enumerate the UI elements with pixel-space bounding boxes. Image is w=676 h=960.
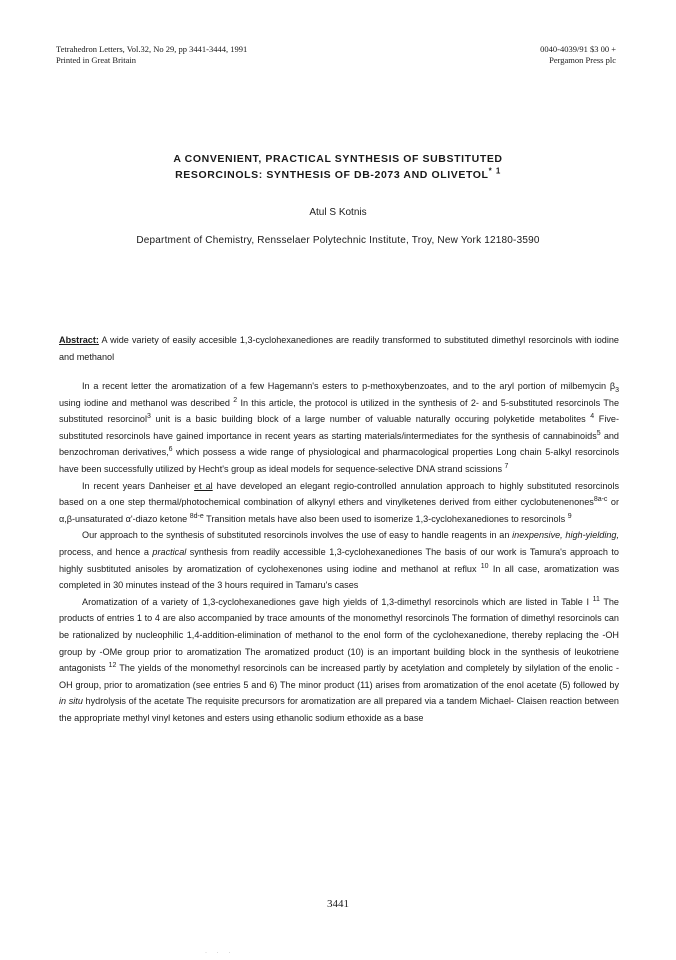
journal-header-right bbox=[540, 44, 616, 66]
p3-text-d: In all case, aromatization was completed in 30 minutes instead of the 3 hours required in Tamaru's cases bbox=[59, 563, 620, 591]
p4-text-c: The yields of the monomethyl resorcinols can be increased partly by acetylation and completely by silylation of the enolic -OH group, prior to aromatization (see entries 5 and 6) The minor product (11) arises from aromatization of the enol acetate (5) followed by bbox=[59, 663, 619, 690]
p3-italic-1: inexpensive, high-yielding, bbox=[512, 530, 619, 541]
paper-title bbox=[0, 151, 676, 183]
p1-text-g: which possess a wide range of physiological and pharmacological properties Long chain 5-alkyl resorcinols have been successfully utilized by Hecht's group as ideal models for sequence-selective DNA strand scissions bbox=[59, 447, 619, 474]
journal-header-left bbox=[56, 44, 247, 66]
abstract-label: Abstract: bbox=[59, 335, 99, 345]
p4-text-b: The products of entries 1 to 4 are also accompanied by trace amounts of the monomethyl resorcinols The formation of dimethyl resorcinols can be rationalized by nucleophilic 1,4-addition-elimination of methanol to the enol form of the cyclohexanedione, thereby replacing the -OH group by -OMe group prior to aromatization The aromatized product (10) is an important building block in the synthesis of leukotriene antagonists bbox=[59, 596, 619, 674]
ref-11: 11 bbox=[592, 595, 600, 603]
paragraph-4 bbox=[59, 594, 619, 727]
p2-text-c: or α,β-unsaturated α'-diazo ketone bbox=[59, 497, 619, 524]
ref-8a-c: 8a-c bbox=[593, 496, 608, 504]
ref-5: 5 bbox=[596, 429, 601, 437]
ref-9: 9 bbox=[567, 512, 572, 520]
p2-text-d: Transition metals have also been used to isomerize 1,3-cyclohexanediones to resorcinols bbox=[203, 513, 568, 524]
affiliation: Department of Chemistry, Rensselaer Polytechnic Institute, Troy, New York 12180-3590 bbox=[136, 235, 540, 246]
scan-artifact: · · · bbox=[205, 950, 235, 956]
ref-12: 12 bbox=[108, 662, 117, 670]
p3-italic-2: practical bbox=[152, 546, 187, 557]
p3-text-a: Our approach to the synthesis of substituted resorcinols involves the use of easy to handle reagents in an bbox=[82, 530, 513, 541]
page-number: 3441 bbox=[327, 898, 349, 910]
p1-beta-subscript: 3 bbox=[615, 386, 619, 394]
ref-10: 10 bbox=[480, 562, 489, 570]
publisher: Pergamon Press plc bbox=[549, 55, 616, 65]
title-reference: 1 bbox=[495, 166, 501, 176]
paragraph-2 bbox=[59, 478, 619, 528]
printed-in: Printed in Great Britain bbox=[56, 55, 137, 65]
et-al: et al bbox=[194, 480, 213, 491]
title-footnote-mark: * bbox=[488, 166, 493, 176]
p1-text-e: Five-substituted resorcinols have gained importance in recent years as starting materials/intermediates for the synthesis of cannabinoids bbox=[59, 414, 619, 441]
ref-8d-e: 8d-e bbox=[189, 512, 204, 520]
p1-text-b: using iodine and methanol was described bbox=[59, 397, 234, 408]
p4-text-d: hydrolysis of the acetate The requisite precursors for aromatization are all prepared via a tandem Michael- Claisen reaction between the appropriate methyl vinyl ketones and esters using ethanolic sodium ethoxide as a base bbox=[59, 696, 619, 723]
p2-text-b: have developed an elegant regio-controlled annulation approach to highly substituted resorcinols based on a one step thermal/photochemical combination of alkynyl ethers and vinylketenes derived from either cyclobutenenones bbox=[59, 480, 619, 508]
p1-text-f: and benzochroman derivatives, bbox=[59, 430, 619, 458]
abstract-text: A wide variety of easily accesible 1,3-cyclohexanediones are readily transformed to substituted dimethyl resorcinols with iodine and methanol bbox=[59, 335, 619, 362]
p1-text-a: In a recent letter the aromatization of a few Hagemann's esters to p-methoxybenzoates, and to the aryl portion of milbemycin bbox=[82, 381, 610, 391]
p2-text-a: In recent years Danheiser bbox=[82, 480, 195, 491]
p3-text-b: process, and hence a bbox=[59, 546, 153, 557]
abstract bbox=[59, 332, 619, 365]
p4-text-a: Aromatization of a variety of 1,3-cyclohexanediones gave high yields of 1,3-dimethyl resorcinols which are listed in Table I bbox=[82, 596, 593, 607]
p1-beta: β bbox=[609, 381, 616, 391]
ref-3: 3 bbox=[147, 413, 151, 421]
paragraph-1 bbox=[59, 378, 619, 478]
ref-7: 7 bbox=[504, 462, 509, 470]
ref-6: 6 bbox=[168, 446, 173, 454]
ref-4: 4 bbox=[590, 413, 595, 421]
main-text bbox=[59, 378, 619, 726]
p3-text-c: synthesis from readily accessible 1,3-cyclohexanediones The basis of our work is Tamura's approach to highly susbtituted anisoles by aromatization of cyclohexenones using iodine and methanol at reflux bbox=[59, 546, 619, 574]
title-line-2 bbox=[0, 167, 676, 183]
p1-text-d: unit is a basic building block of a large number of valuable naturally occuring polyketide metabolites bbox=[150, 414, 591, 425]
paragraph-3 bbox=[59, 527, 619, 593]
ref-2: 2 bbox=[233, 396, 238, 404]
journal-citation: Tetrahedron Letters, Vol.32, No 29, pp 3441-3444, 1991 bbox=[56, 44, 248, 54]
author: Atul S Kotnis bbox=[309, 207, 367, 218]
p1-text-c: In this article, the protocol is utilized in the synthesis of 2- and 5-substituted resorcinols The substituted resorcinol bbox=[59, 397, 619, 425]
in-situ: in situ bbox=[59, 696, 83, 707]
title-line-2-text: RESORCINOLS: SYNTHESIS OF DB-2073 AND OLIVETOL bbox=[175, 169, 489, 181]
title-line-1: A CONVENIENT, PRACTICAL SYNTHESIS OF SUBSTITUTED bbox=[173, 153, 503, 165]
issn-price: 0040-4039/91 $3 00 + bbox=[540, 44, 616, 54]
